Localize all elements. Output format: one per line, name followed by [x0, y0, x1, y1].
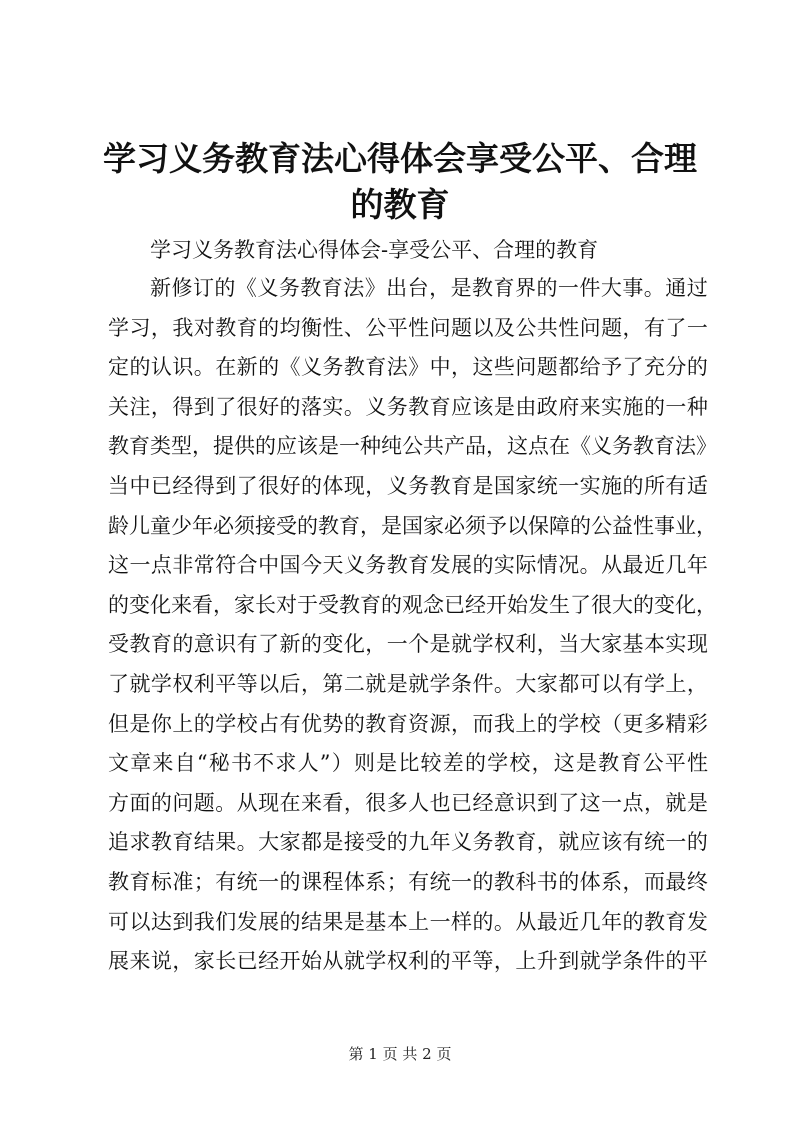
body-line: 了 就 学 权 利 平 等 以 后 ， 第 二 就 是 就 学 条 件 。 大 家 都 可 以 有 学 上 ，	[108, 671, 708, 696]
body-line: 这 一 点 非 常 符 合 中 国 今 天 义 务 教 育 发 展 的 实 际 情 况 。 从 最 近 几 年	[108, 553, 708, 578]
document-title: 学习义务教育法心得体会享受公平、合理的教育	[103, 139, 697, 224]
body-line: 定 的 认 识 。 在 新 的 《 义 务 教 育 法 》 中 ， 这 些 问 题 都 给 予 了 充 分 的	[108, 355, 708, 380]
body-line: 的 变 化 来 看 ， 家 长 对 于 受 教 育 的 观 念 已 经 开 始 发 生 了 很 大 的 变 化 ，	[108, 592, 717, 617]
body-line: 新 修 订 的 《 义 务 教 育 法 》 出 台 ， 是 教 育 界 的 一 件 大 事 。 通 过	[150, 276, 708, 300]
body-line: 文 章 来 自 “ 秘 书 不 求 人 ” ） 则 是 比 较 差 的 学 校 ， 这 是 教 育 公 平 性	[108, 751, 708, 776]
body-line: 方 面 的 问 题 。 从 现 在 来 看 ， 很 多 人 也 已 经 意 识 到 了 这 一 点 ， 就 是	[108, 790, 708, 815]
document-body	[108, 269, 717, 982]
body-line: 教 育 标 准 ； 有 统 一 的 课 程 体 系 ； 有 统 一 的 教 科 书 的 体 系 ， 而 最 终	[108, 869, 708, 894]
body-line: 龄 儿 童 少 年 必 须 接 受 的 教 育 ， 是 国 家 必 须 予 以 保 障 的 公 益 性 事 业 ，	[108, 513, 717, 538]
body-line: 但 是 你 上 的 学 校 占 有 优 势 的 教 育 资 源 ， 而 我 上 的 学 校 （ 更 多 精 彩	[108, 711, 708, 736]
document-subtitle: 学习义务教育法心得体会-享受公平、合理的教育	[150, 238, 599, 262]
body-line: 受 教 育 的 意 识 有 了 新 的 变 化 ， 一 个 是 就 学 权 利 ， 当 大 家 基 本 实 现	[108, 632, 708, 657]
body-line: 当 中 已 经 得 到 了 很 好 的 体 现 ， 义 务 教 育 是 国 家 统 一 实 施 的 所 有 适	[108, 473, 708, 498]
body-line: 学 习 ， 我 对 教 育 的 均 衡 性 、 公 平 性 问 题 以 及 公 共 性 问 题 ， 有 了 一	[108, 315, 708, 340]
body-line: 可 以 达 到 我 们 发 展 的 结 果 是 基 本 上 一 样 的 。 从 最 近 几 年 的 教 育 发	[108, 909, 708, 934]
body-line: 展 来 说 ， 家 长 已 经 开 始 从 就 学 权 利 的 平 等 ， 上 升 到 就 学 条 件 的 平	[108, 949, 708, 974]
page-footer: 第 1 页 共 2 页	[348, 1045, 452, 1063]
body-line: 教 育 类 型 ， 提 供 的 应 该 是 一 种 纯 公 共 产 品 ， 这 点 在 《 义 务 教 育 法 》	[108, 434, 717, 459]
body-line: 追 求 教 育 结 果 。 大 家 都 是 接 受 的 九 年 义 务 教 育 ， 就 应 该 有 统 一 的	[108, 830, 708, 855]
body-line: 关 注 ， 得 到 了 很 好 的 落 实 。 义 务 教 育 应 该 是 由 政 府 来 实 施 的 一 种	[108, 394, 708, 419]
